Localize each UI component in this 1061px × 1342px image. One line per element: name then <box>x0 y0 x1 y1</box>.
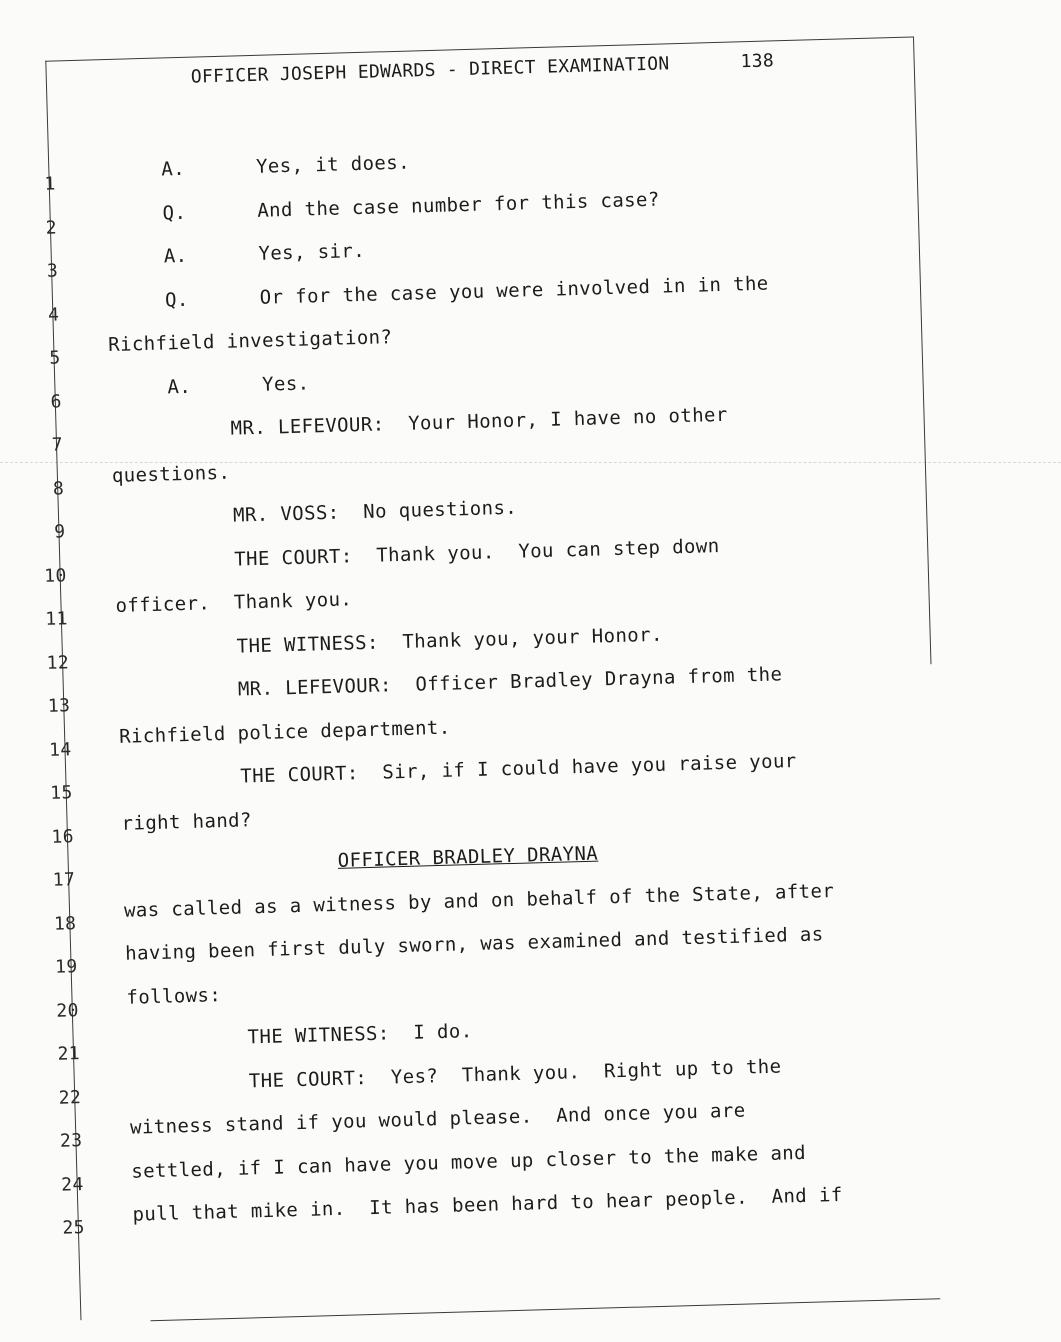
page-header <box>71 46 931 88</box>
transcript-sheet <box>43 26 965 1308</box>
line-number: 10 <box>43 564 67 587</box>
line-number: 17 <box>52 869 76 891</box>
line-text: was called as a witness by and on behalf of the State, after <box>123 879 835 922</box>
line-number: 2 <box>45 216 58 239</box>
line-text: Richfield investigation? <box>107 326 393 357</box>
line-text: Richfield police department. <box>118 716 451 748</box>
line-text: right hand? <box>121 808 253 835</box>
line-text: MR. LEFEVOUR: Officer Bradley Drayna from the <box>237 663 783 701</box>
frame-bottom-border <box>150 1298 940 1321</box>
line-text: A. Yes. <box>167 371 310 398</box>
line-text: pull that mike in. It has been hard to hear people. And if <box>132 1183 843 1226</box>
line-number: 25 <box>62 1217 86 1239</box>
line-text: settled, if I can have you move up closer to the make and <box>131 1141 807 1183</box>
line-number: 18 <box>53 912 77 935</box>
line-number: 3 <box>46 260 59 282</box>
line-text: questions. <box>111 461 231 487</box>
line-number: 7 <box>51 434 64 456</box>
line-number: 11 <box>45 608 69 630</box>
line-text: witness stand if you would please. And once you are <box>129 1099 746 1139</box>
line-text: A. Yes, it does. <box>161 151 411 181</box>
line-text: MR. LEFEVOUR: Your Honor, I have no other <box>230 403 728 440</box>
line-text: A. Yes, sir. <box>163 239 366 268</box>
line-number: 9 <box>53 521 66 543</box>
line-number: 1 <box>44 173 57 195</box>
line-text: THE WITNESS: I do. <box>247 1020 473 1049</box>
line-number: 23 <box>59 1130 83 1152</box>
line-number: 5 <box>49 347 61 369</box>
header-page-number: 138 <box>740 50 775 73</box>
line-number: 6 <box>50 390 63 413</box>
line-number: 20 <box>56 999 80 1022</box>
line-number: 12 <box>46 651 70 674</box>
line-text: having been first duly sworn, was examined and testified as <box>124 923 824 965</box>
line-text: follows: <box>126 983 222 1009</box>
line-number: 16 <box>51 825 75 848</box>
line-text: THE COURT: Sir, if I could have you raise your <box>240 749 797 788</box>
line-number: 21 <box>57 1043 81 1065</box>
header-title: OFFICER JOSEPH EDWARDS - DIRECT EXAMINATION <box>190 53 670 88</box>
line-text: Q. Or for the case you were involved in in the <box>164 272 769 311</box>
line-number: 4 <box>47 303 60 326</box>
line-number: 14 <box>48 738 72 761</box>
line-text: THE WITNESS: Thank you, your Honor. <box>236 623 664 658</box>
line-number: 24 <box>60 1173 84 1196</box>
line-text: Q. And the case number for this case? <box>162 188 660 224</box>
line-number: 22 <box>58 1086 82 1109</box>
line-number: 8 <box>52 477 65 500</box>
line-text: officer. Thank you. <box>115 588 353 617</box>
line-number: 13 <box>47 695 71 717</box>
line-number: 19 <box>54 956 78 978</box>
line-text: THE COURT: Yes? Thank you. Right up to the <box>248 1055 782 1092</box>
line-text: MR. VOSS: No questions. <box>232 496 518 527</box>
witness-name-heading: OFFICER BRADLEY DRAYNA <box>337 842 599 872</box>
line-text: THE COURT: Thank you. You can step down <box>233 534 720 571</box>
line-number: 15 <box>49 782 74 804</box>
